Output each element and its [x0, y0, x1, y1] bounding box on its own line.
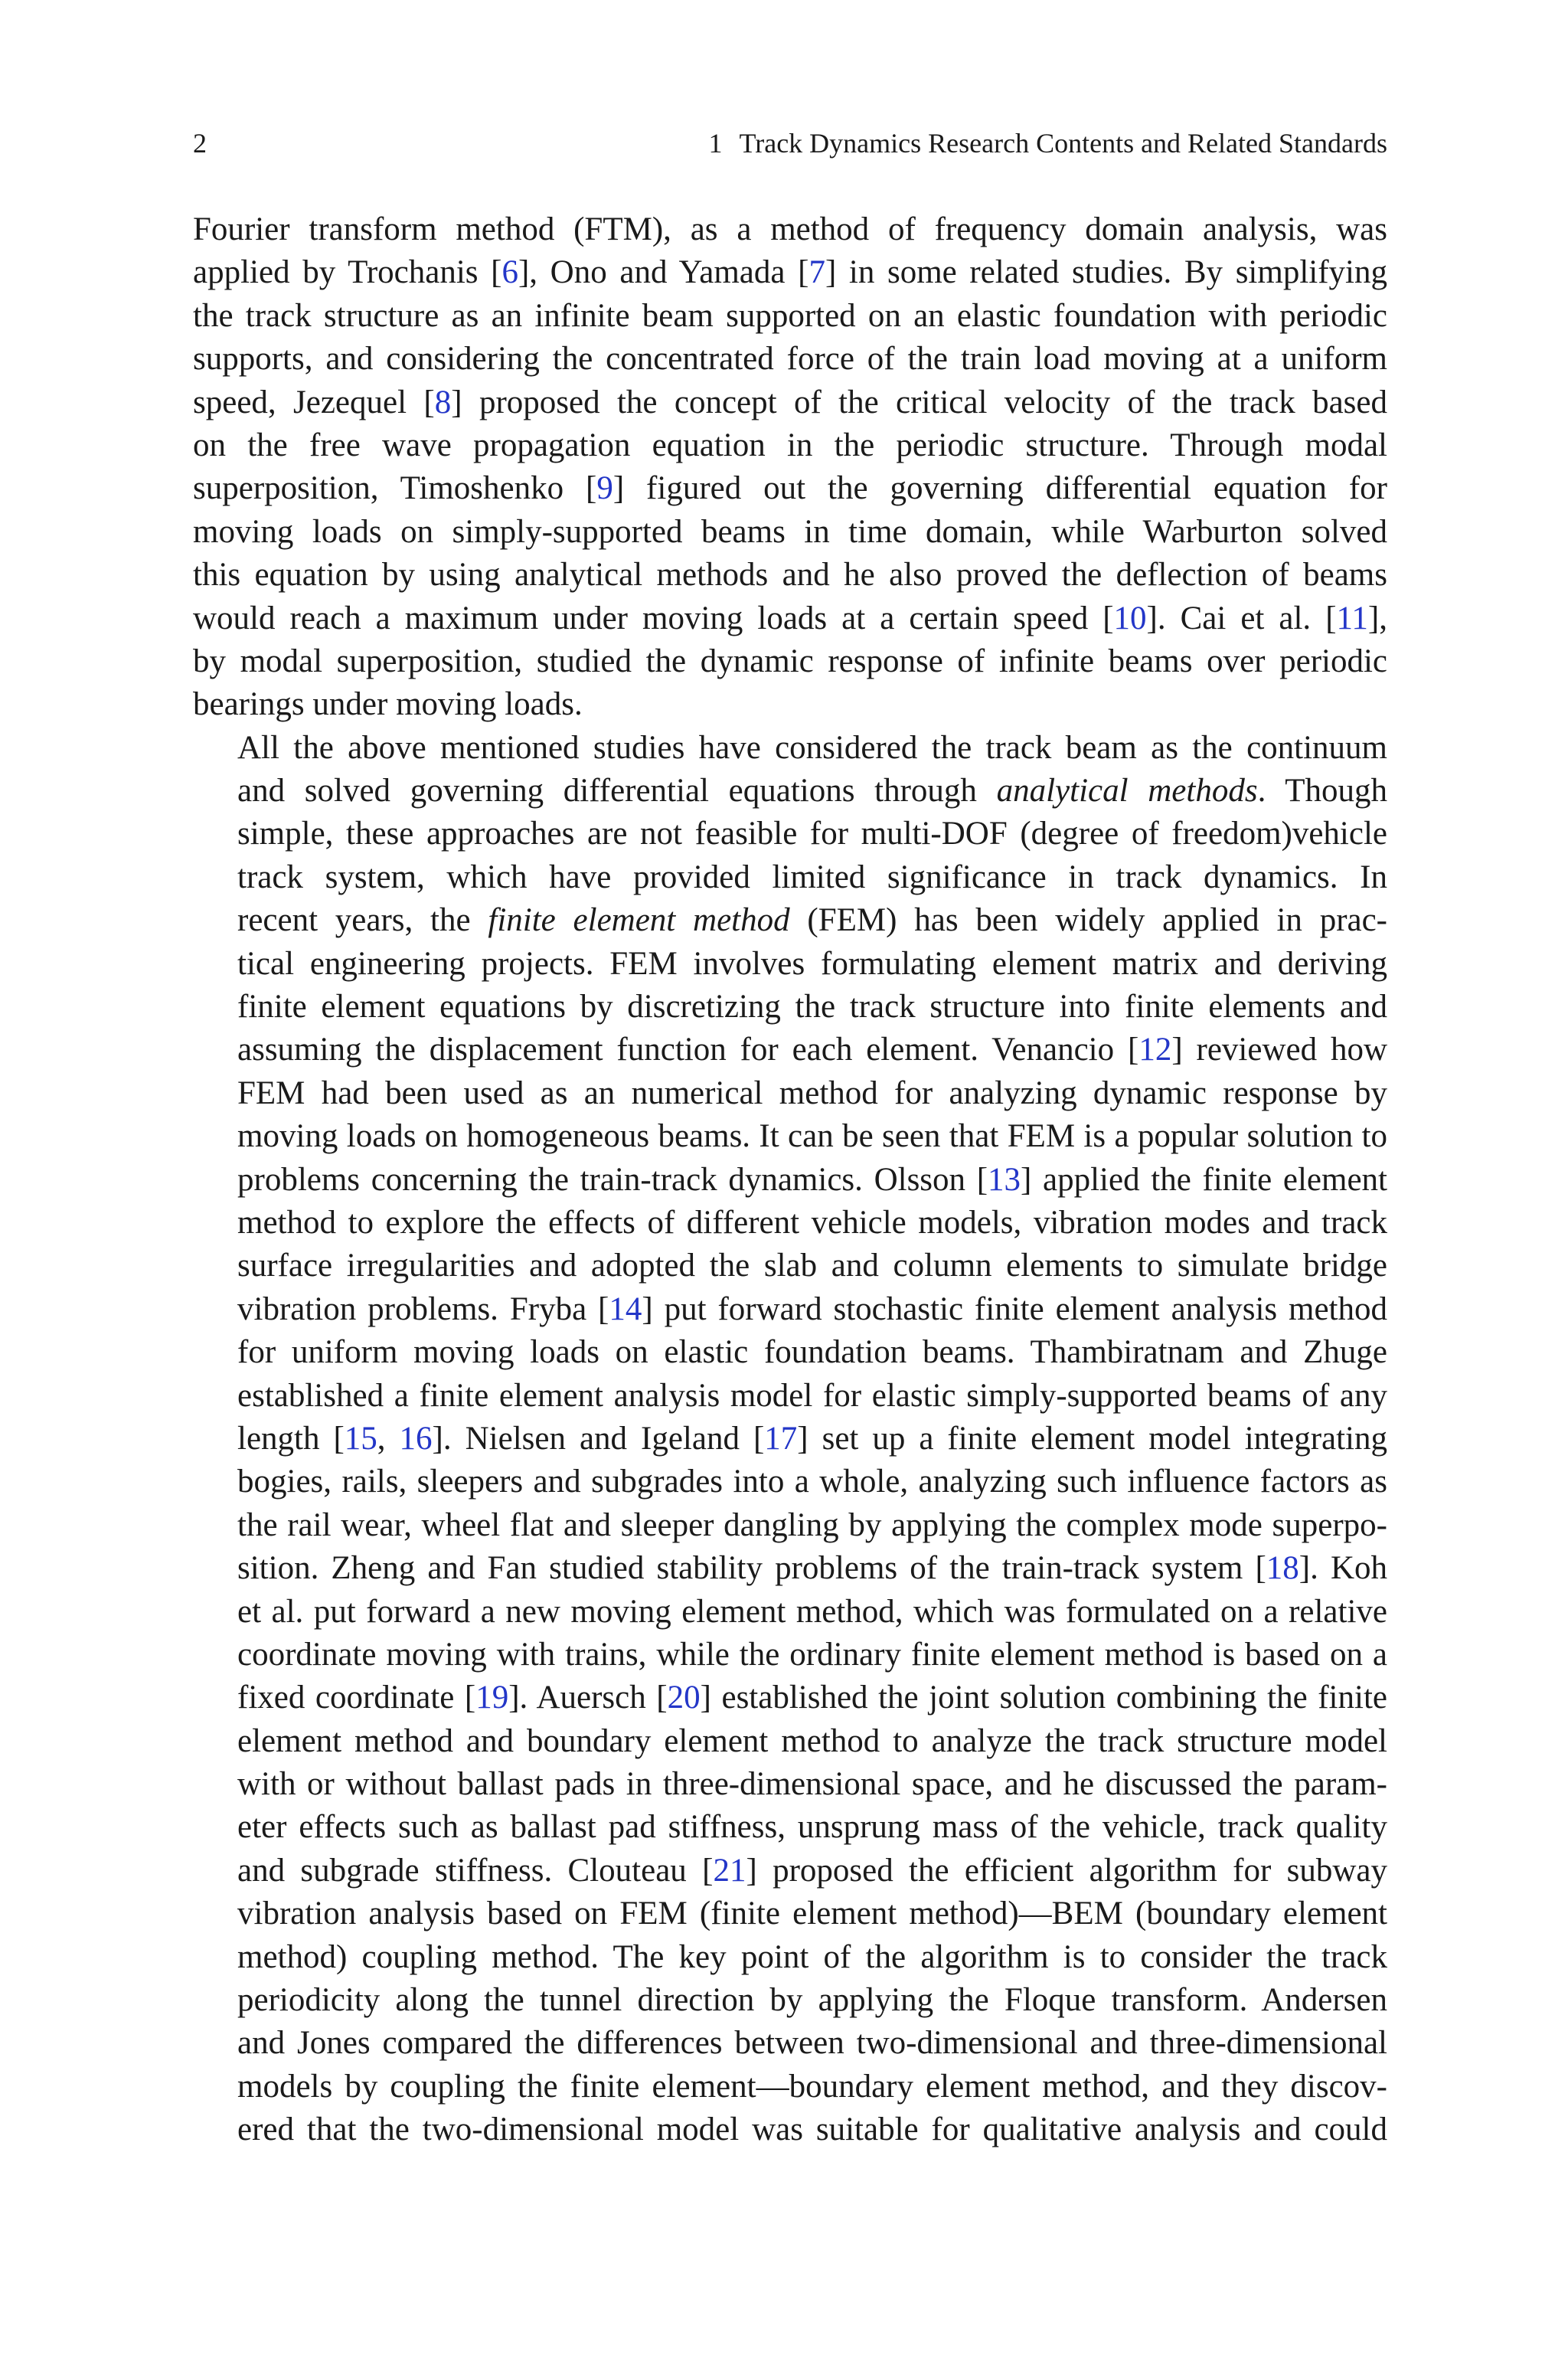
text-line: moving loads on homogeneous beams. It can be seen that FEM is a popular solution to	[237, 1118, 1387, 1155]
text-line: tical engineering projects. FEM involves formulating element matrix and deriving	[237, 945, 1387, 982]
text-line: assuming the displacement function for each element. Venancio [12] reviewed how	[237, 1032, 1388, 1068]
text-line: superposition, Timoshenko [9] figured out the governing differential equation for	[193, 470, 1387, 507]
text-line: on the free wave propagation equation in the periodic structure. Through modal	[193, 427, 1387, 463]
text-line: models by coupling the finite element—boundary element method, and they discov-	[237, 2068, 1387, 2105]
text-line: sition. Zheng and Fan studied stability problems of the train-track system [18]. Koh	[237, 1550, 1387, 1587]
chapter-number: 1	[708, 128, 723, 159]
text-line: finite element equations by discretizing the track structure into finite elements and	[237, 989, 1387, 1025]
paragraph-1	[193, 208, 1387, 727]
text-line: bearings under moving loads.	[193, 686, 583, 723]
text-line: periodicity along the tunnel direction by applying the Floque transform. Andersen	[237, 1982, 1387, 2019]
text-line: track system, which have provided limited significance in track dynamics. In	[237, 859, 1387, 895]
citation-link-17[interactable]: 17	[764, 1420, 798, 1457]
text-line: element method and boundary element method to analyze the track structure model	[237, 1722, 1387, 1759]
citation-link-16[interactable]: 16	[399, 1420, 433, 1457]
text-line: this equation by using analytical methods and he also proved the deflection of beams	[193, 557, 1387, 594]
citation-link-20[interactable]: 20	[667, 1680, 701, 1716]
citation-link-6[interactable]: 6	[501, 254, 518, 291]
citation-link-19[interactable]: 19	[475, 1680, 509, 1716]
running-header	[193, 125, 1387, 162]
text-line: simple, these approaches are not feasible for multi-DOF (degree of freedom)vehicle	[237, 816, 1387, 852]
text-line: and subgrade stiffness. Clouteau [21] proposed the efficient algorithm for subway	[237, 1852, 1387, 1889]
text-line: supports, and considering the concentrated force of the train load moving at a uniform	[193, 341, 1387, 378]
text-line: problems concerning the train-track dynamics. Olsson [13] applied the finite element	[237, 1161, 1387, 1198]
text-line: the track structure as an infinite beam supported on an elastic foundation with periodic	[193, 297, 1387, 334]
citation-link-11[interactable]: 11	[1336, 600, 1368, 636]
text-line: vibration problems. Fryba [14] put forward stochastic finite element analysis method	[237, 1290, 1388, 1327]
text-line: would reach a maximum under moving loads at a certain speed [10]. Cai et al. [11],	[193, 600, 1387, 636]
text-line: by modal superposition, studied the dynamic response of infinite beams over periodic	[193, 643, 1387, 679]
text-line: moving loads on simply-supported beams in time domain, while Warburton solved	[193, 513, 1387, 550]
chapter-running-head	[709, 125, 1387, 162]
text-line: applied by Trochanis [6], Ono and Yamada [7] in some related studies. By simplifying	[193, 254, 1387, 291]
text-line: with or without ballast pads in three-dimensional space, and he discussed the param-	[237, 1766, 1387, 1803]
emphasis-analytical-methods: analytical methods	[996, 773, 1258, 810]
text-line: for uniform moving loads on elastic foundation beams. Thambiratnam and Zhuge	[237, 1334, 1387, 1371]
text-line: eter effects such as ballast pad stiffness, unsprung mass of the vehicle, track quality	[237, 1809, 1387, 1846]
text-line: surface irregularities and adopted the slab and column elements to simulate bridge	[237, 1248, 1387, 1284]
text-line: All the above mentioned studies have considered the track beam as the continuum	[237, 729, 1387, 766]
citation-link-18[interactable]: 18	[1266, 1550, 1299, 1587]
text-line: vibration analysis based on FEM (finite element method)—BEM (boundary element	[237, 1896, 1387, 1932]
citation-link-12[interactable]: 12	[1138, 1032, 1172, 1068]
text-line: et al. put forward a new moving element method, which was formulated on a relative	[237, 1593, 1387, 1630]
emphasis-finite-element-method: finite element method	[488, 902, 790, 939]
text-line: method) coupling method. The key point of the algorithm is to consider the track	[237, 1938, 1387, 1975]
text-line: length [15, 16]. Nielsen and Igeland [17] set up a finite element model integrating	[237, 1420, 1387, 1457]
text-line: ered that the two-dimensional model was suitable for qualitative analysis and could	[237, 2111, 1387, 2148]
text-line: established a finite element analysis model for elastic simply-supported beams of any	[237, 1377, 1387, 1414]
main-text	[193, 208, 1387, 2152]
citation-link-15[interactable]: 15	[344, 1420, 377, 1457]
paragraph-2	[193, 727, 1387, 2152]
chapter-title: Track Dynamics Research Contents and Related Standards	[739, 128, 1387, 159]
citation-link-13[interactable]: 13	[988, 1161, 1021, 1198]
citation-link-21[interactable]: 21	[713, 1852, 746, 1889]
page-number: 2	[193, 128, 207, 159]
text-line: coordinate moving with trains, while the ordinary finite element method is based on a	[237, 1636, 1387, 1673]
citation-link-7[interactable]: 7	[808, 254, 825, 291]
text-line: fixed coordinate [19]. Auersch [20] established the joint solution combining the finite	[237, 1680, 1387, 1716]
text-line: and solved governing differential equations through analytical methods. Though	[237, 773, 1387, 810]
citation-link-10[interactable]: 10	[1113, 600, 1147, 636]
text-line: and Jones compared the differences between two-dimensional and three-dimensional	[237, 2025, 1387, 2062]
text-line: recent years, the finite element method (FEM) has been widely applied in prac-	[237, 902, 1387, 939]
citation-link-9[interactable]: 9	[596, 470, 613, 507]
text-line: speed, Jezequel [8] proposed the concept of the critical velocity of the track based	[193, 384, 1387, 420]
text-line: method to explore the effects of different vehicle models, vibration modes and track	[237, 1204, 1387, 1241]
text-line: FEM had been used as an numerical method for analyzing dynamic response by	[237, 1075, 1387, 1111]
text-line: the rail wear, wheel flat and sleeper dangling by applying the complex mode superpo-	[237, 1506, 1387, 1543]
text-line: Fourier transform method (FTM), as a method of frequency domain analysis, was	[193, 211, 1387, 247]
text-line: bogies, rails, sleepers and subgrades into a whole, analyzing such influence factors as	[237, 1464, 1387, 1500]
citation-link-14[interactable]: 14	[609, 1290, 642, 1327]
citation-link-8[interactable]: 8	[434, 384, 452, 420]
